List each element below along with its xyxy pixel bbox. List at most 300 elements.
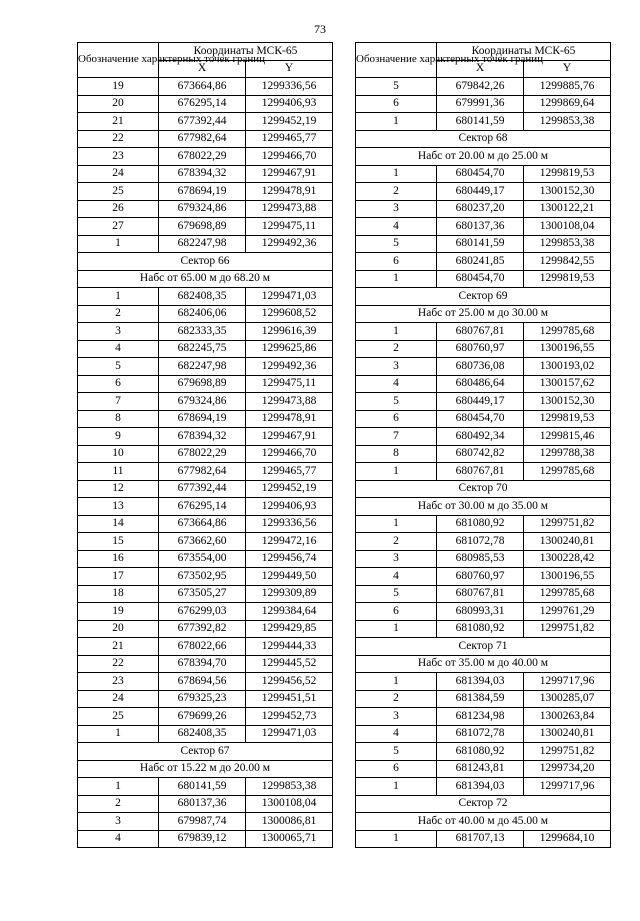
y-cell: 1300263,84 (524, 708, 611, 726)
coordinates-table-right (355, 42, 611, 848)
point-cell: 3 (356, 358, 437, 376)
section-label: Сектор 70 (356, 480, 611, 498)
y-cell: 1299466,70 (246, 148, 333, 166)
point-cell: 5 (356, 585, 437, 603)
point-cell: 25 (78, 708, 159, 726)
y-cell: 1299853,38 (524, 113, 611, 131)
y-cell: 1299751,82 (524, 515, 611, 533)
x-cell: 681243,81 (437, 760, 524, 778)
y-cell: 1299467,91 (246, 165, 333, 183)
x-cell: 677392,82 (159, 620, 246, 638)
section-row (356, 480, 611, 498)
x-cell: 679842,26 (437, 78, 524, 96)
y-cell: 1299406,93 (246, 95, 333, 113)
x-cell: 673662,60 (159, 533, 246, 551)
point-cell: 13 (78, 498, 159, 516)
table-row (78, 410, 333, 428)
y-cell: 1300285,07 (524, 690, 611, 708)
point-cell: 3 (78, 813, 159, 831)
x-cell: 676295,14 (159, 498, 246, 516)
y-cell: 1299853,38 (524, 235, 611, 253)
x-cell: 679699,26 (159, 708, 246, 726)
y-cell: 1300122,21 (524, 200, 611, 218)
point-cell: 6 (356, 603, 437, 621)
table-row (78, 480, 333, 498)
point-cell: 16 (78, 550, 159, 568)
table-row (78, 165, 333, 183)
point-cell: 5 (356, 393, 437, 411)
y-cell: 1299819,53 (524, 165, 611, 183)
page-number: 73 (314, 22, 326, 36)
point-cell: 8 (78, 410, 159, 428)
y-cell: 1299819,53 (524, 410, 611, 428)
x-cell: 681234,98 (437, 708, 524, 726)
x-cell: 679324,86 (159, 200, 246, 218)
y-cell: 1300157,62 (524, 375, 611, 393)
point-cell: 23 (78, 148, 159, 166)
point-cell: 22 (78, 655, 159, 673)
table-row (356, 393, 611, 411)
point-cell: 1 (356, 830, 437, 848)
table-row (78, 218, 333, 236)
y-cell: 1300108,04 (524, 218, 611, 236)
y-cell: 1299429,85 (246, 620, 333, 638)
x-cell: 679987,74 (159, 813, 246, 831)
header-coords-label: Координаты МСК-65 (437, 43, 611, 61)
point-cell: 1 (356, 323, 437, 341)
x-cell: 679698,89 (159, 375, 246, 393)
section-row (78, 253, 333, 271)
table-row (356, 218, 611, 236)
point-cell: 12 (78, 480, 159, 498)
table-row (356, 760, 611, 778)
y-cell: 1299478,91 (246, 183, 333, 201)
y-cell: 1300152,30 (524, 183, 611, 201)
table-row (356, 428, 611, 446)
point-cell: 6 (78, 375, 159, 393)
table-row (78, 673, 333, 691)
section-row (356, 813, 611, 831)
x-cell: 680141,59 (437, 235, 524, 253)
y-cell: 1300193,02 (524, 358, 611, 376)
table-row (356, 95, 611, 113)
point-cell: 27 (78, 218, 159, 236)
point-cell: 17 (78, 568, 159, 586)
table-row (78, 638, 333, 656)
x-cell: 682408,35 (159, 288, 246, 306)
table-row (356, 375, 611, 393)
x-cell: 679698,89 (159, 218, 246, 236)
x-cell: 680760,97 (437, 340, 524, 358)
point-cell: 24 (78, 690, 159, 708)
y-cell: 1300086,81 (246, 813, 333, 831)
y-cell: 1299475,11 (246, 218, 333, 236)
section-label: Набс от 35.00 м до 40.00 м (356, 655, 611, 673)
point-cell: 1 (356, 515, 437, 533)
table-row (78, 323, 333, 341)
x-cell: 673505,27 (159, 585, 246, 603)
table-row (78, 375, 333, 393)
y-cell: 1299785,68 (524, 585, 611, 603)
x-cell: 680985,53 (437, 550, 524, 568)
y-cell: 1299465,77 (246, 463, 333, 481)
point-cell: 11 (78, 463, 159, 481)
header-coords-label: Координаты МСК-65 (159, 43, 333, 61)
point-cell: 3 (356, 200, 437, 218)
point-cell: 3 (78, 323, 159, 341)
section-row (356, 638, 611, 656)
y-cell: 1299717,96 (524, 778, 611, 796)
x-cell: 678394,70 (159, 655, 246, 673)
y-cell: 1299471,03 (246, 288, 333, 306)
x-cell: 680486,64 (437, 375, 524, 393)
section-row (356, 288, 611, 306)
y-cell: 1300196,55 (524, 568, 611, 586)
point-cell: 2 (356, 533, 437, 551)
point-cell: 1 (78, 778, 159, 796)
point-cell: 4 (356, 375, 437, 393)
table-row (78, 78, 333, 96)
point-cell: 2 (78, 305, 159, 323)
point-cell: 2 (78, 795, 159, 813)
x-cell: 682247,98 (159, 358, 246, 376)
point-cell: 20 (78, 95, 159, 113)
point-cell: 21 (78, 638, 159, 656)
table-row (356, 743, 611, 761)
table-row (78, 568, 333, 586)
section-label: Набс от 40.00 м до 45.00 м (356, 813, 611, 831)
x-cell: 680137,36 (159, 795, 246, 813)
y-cell: 1299869,64 (524, 95, 611, 113)
table-row (356, 533, 611, 551)
point-cell: 1 (356, 113, 437, 131)
table-row (78, 830, 333, 848)
y-cell: 1299684,10 (524, 830, 611, 848)
x-cell: 678694,56 (159, 673, 246, 691)
y-cell: 1299761,29 (524, 603, 611, 621)
table-row (356, 725, 611, 743)
section-row (356, 305, 611, 323)
x-cell: 673502,95 (159, 568, 246, 586)
x-cell: 681072,78 (437, 725, 524, 743)
table-row (78, 655, 333, 673)
y-cell: 1299452,19 (246, 113, 333, 131)
x-cell: 682247,98 (159, 235, 246, 253)
point-cell: 26 (78, 200, 159, 218)
x-cell: 680760,97 (437, 568, 524, 586)
y-cell: 1299625,86 (246, 340, 333, 358)
x-cell: 681394,03 (437, 778, 524, 796)
y-cell: 1299473,88 (246, 200, 333, 218)
table-row (356, 463, 611, 481)
table-row (78, 603, 333, 621)
section-row (356, 795, 611, 813)
section-label: Сектор 72 (356, 795, 611, 813)
point-cell: 7 (356, 428, 437, 446)
table-row (356, 358, 611, 376)
x-cell: 678022,66 (159, 638, 246, 656)
coordinates-table-left (77, 42, 333, 848)
x-cell: 677982,64 (159, 463, 246, 481)
table-row (356, 690, 611, 708)
section-label: Набс от 15.22 м до 20.00 м (78, 760, 333, 778)
table-row (356, 270, 611, 288)
point-cell: 7 (78, 393, 159, 411)
table-row (78, 183, 333, 201)
point-cell: 1 (78, 288, 159, 306)
table-row (78, 690, 333, 708)
point-cell: 8 (356, 445, 437, 463)
point-cell: 22 (78, 130, 159, 148)
table-row (78, 813, 333, 831)
table-row (356, 515, 611, 533)
table-row (78, 445, 333, 463)
table-row (78, 708, 333, 726)
section-label: Сектор 67 (78, 743, 333, 761)
y-cell: 1299444,33 (246, 638, 333, 656)
table-row (356, 165, 611, 183)
table-row (78, 358, 333, 376)
point-cell: 6 (356, 760, 437, 778)
y-cell: 1299885,76 (524, 78, 611, 96)
point-cell: 4 (356, 218, 437, 236)
y-cell: 1299492,36 (246, 358, 333, 376)
y-cell: 1299471,03 (246, 725, 333, 743)
point-cell: 1 (356, 620, 437, 638)
y-cell: 1300240,81 (524, 725, 611, 743)
x-cell: 681707,13 (437, 830, 524, 848)
table-row (78, 340, 333, 358)
table-row (78, 585, 333, 603)
header-y: Y (246, 60, 333, 78)
x-cell: 681080,92 (437, 515, 524, 533)
table-row (356, 113, 611, 131)
x-cell: 680993,31 (437, 603, 524, 621)
y-cell: 1299452,19 (246, 480, 333, 498)
point-cell: 21 (78, 113, 159, 131)
x-cell: 682408,35 (159, 725, 246, 743)
point-cell: 5 (356, 78, 437, 96)
table-row (78, 533, 333, 551)
x-cell: 679325,23 (159, 690, 246, 708)
x-cell: 677392,44 (159, 113, 246, 131)
y-cell: 1300196,55 (524, 340, 611, 358)
section-label: Сектор 71 (356, 638, 611, 656)
point-cell: 25 (78, 183, 159, 201)
x-cell: 680137,36 (437, 218, 524, 236)
x-cell: 678022,29 (159, 148, 246, 166)
point-cell: 2 (356, 340, 437, 358)
y-cell: 1299853,38 (246, 778, 333, 796)
x-cell: 682333,35 (159, 323, 246, 341)
table-row (356, 183, 611, 201)
table-row (78, 463, 333, 481)
section-row (78, 760, 333, 778)
x-cell: 680454,70 (437, 410, 524, 428)
x-cell: 680454,70 (437, 270, 524, 288)
point-cell: 3 (356, 708, 437, 726)
x-cell: 681080,92 (437, 743, 524, 761)
x-cell: 682245,75 (159, 340, 246, 358)
y-cell: 1300152,30 (524, 393, 611, 411)
table-row (78, 515, 333, 533)
x-cell: 681080,92 (437, 620, 524, 638)
table-row (356, 235, 611, 253)
table-row (356, 603, 611, 621)
point-cell: 15 (78, 533, 159, 551)
y-cell: 1299451,51 (246, 690, 333, 708)
table-row (78, 113, 333, 131)
table-row (356, 673, 611, 691)
table-row (78, 393, 333, 411)
y-cell: 1299467,91 (246, 428, 333, 446)
x-cell: 680141,59 (159, 778, 246, 796)
section-label: Набс от 65.00 м до 68.20 м (78, 270, 333, 288)
x-cell: 678694,19 (159, 410, 246, 428)
x-cell: 680449,17 (437, 183, 524, 201)
x-cell: 681072,78 (437, 533, 524, 551)
y-cell: 1299309,89 (246, 585, 333, 603)
x-cell: 676299,03 (159, 603, 246, 621)
table-row (78, 428, 333, 446)
point-cell: 4 (78, 830, 159, 848)
point-cell: 1 (356, 778, 437, 796)
x-cell: 678394,32 (159, 165, 246, 183)
point-cell: 6 (356, 95, 437, 113)
table-row (78, 778, 333, 796)
x-cell: 677982,64 (159, 130, 246, 148)
y-cell: 1299449,50 (246, 568, 333, 586)
x-cell: 680237,20 (437, 200, 524, 218)
point-cell: 19 (78, 603, 159, 621)
section-row (78, 270, 333, 288)
point-cell: 6 (356, 253, 437, 271)
y-cell: 1299406,93 (246, 498, 333, 516)
section-label: Сектор 69 (356, 288, 611, 306)
table-row (356, 778, 611, 796)
x-cell: 681384,59 (437, 690, 524, 708)
table-row (78, 130, 333, 148)
point-cell: 2 (356, 690, 437, 708)
x-cell: 680141,59 (437, 113, 524, 131)
x-cell: 680767,81 (437, 585, 524, 603)
y-cell: 1299819,53 (524, 270, 611, 288)
section-label: Набс от 25.00 м до 30.00 м (356, 305, 611, 323)
point-cell: 2 (356, 183, 437, 201)
y-cell: 1299842,55 (524, 253, 611, 271)
section-row (78, 743, 333, 761)
y-cell: 1299785,68 (524, 323, 611, 341)
x-cell: 681394,03 (437, 673, 524, 691)
table-row (356, 200, 611, 218)
table-row (356, 708, 611, 726)
section-label: Сектор 66 (78, 253, 333, 271)
y-cell: 1299734,20 (524, 760, 611, 778)
section-label: Сектор 68 (356, 130, 611, 148)
section-label: Набс от 30.00 м до 35.00 м (356, 498, 611, 516)
table-row (356, 585, 611, 603)
table-row (356, 830, 611, 848)
x-cell: 682406,06 (159, 305, 246, 323)
point-cell: 1 (356, 165, 437, 183)
y-cell: 1299751,82 (524, 743, 611, 761)
y-cell: 1299788,38 (524, 445, 611, 463)
y-cell: 1299452,73 (246, 708, 333, 726)
table-row (78, 620, 333, 638)
point-cell: 9 (78, 428, 159, 446)
header-point-label: Обозначение характерных точек границ (356, 43, 437, 78)
point-cell: 6 (356, 410, 437, 428)
section-row (356, 148, 611, 166)
table-row (78, 235, 333, 253)
y-cell: 1299717,96 (524, 673, 611, 691)
table-row (78, 795, 333, 813)
table-row (78, 305, 333, 323)
point-cell: 4 (356, 568, 437, 586)
point-cell: 1 (356, 673, 437, 691)
y-cell: 1299472,16 (246, 533, 333, 551)
table-row (78, 550, 333, 568)
y-cell: 1300228,42 (524, 550, 611, 568)
x-cell: 678394,32 (159, 428, 246, 446)
header-y: Y (524, 60, 611, 78)
y-cell: 1299466,70 (246, 445, 333, 463)
table-body (78, 78, 333, 848)
y-cell: 1299751,82 (524, 620, 611, 638)
point-cell: 1 (78, 235, 159, 253)
x-cell: 673664,86 (159, 515, 246, 533)
table-row (78, 200, 333, 218)
point-cell: 20 (78, 620, 159, 638)
y-cell: 1299336,56 (246, 515, 333, 533)
y-cell: 1299336,56 (246, 78, 333, 96)
point-cell: 1 (356, 463, 437, 481)
point-cell: 18 (78, 585, 159, 603)
x-cell: 680241,85 (437, 253, 524, 271)
y-cell: 1299492,36 (246, 235, 333, 253)
table-row (356, 410, 611, 428)
x-cell: 678022,29 (159, 445, 246, 463)
table-row (78, 725, 333, 743)
x-cell: 680454,70 (437, 165, 524, 183)
table-row (78, 148, 333, 166)
y-cell: 1300108,04 (246, 795, 333, 813)
x-cell: 680492,34 (437, 428, 524, 446)
y-cell: 1299478,91 (246, 410, 333, 428)
point-cell: 4 (356, 725, 437, 743)
table-row (78, 95, 333, 113)
y-cell: 1299785,68 (524, 463, 611, 481)
y-cell: 1300240,81 (524, 533, 611, 551)
table-body (356, 78, 611, 848)
table-row (78, 288, 333, 306)
y-cell: 1299384,64 (246, 603, 333, 621)
x-cell: 680449,17 (437, 393, 524, 411)
table-row (356, 78, 611, 96)
table-row (78, 498, 333, 516)
table-row (356, 445, 611, 463)
x-cell: 679839,12 (159, 830, 246, 848)
section-row (356, 498, 611, 516)
x-cell: 677392,44 (159, 480, 246, 498)
header-point-label: Обозначение характерных точек границ (78, 43, 159, 78)
y-cell: 1299465,77 (246, 130, 333, 148)
point-cell: 1 (78, 725, 159, 743)
y-cell: 1299456,52 (246, 673, 333, 691)
x-cell: 680742,82 (437, 445, 524, 463)
y-cell: 1299445,52 (246, 655, 333, 673)
x-cell: 680736,08 (437, 358, 524, 376)
